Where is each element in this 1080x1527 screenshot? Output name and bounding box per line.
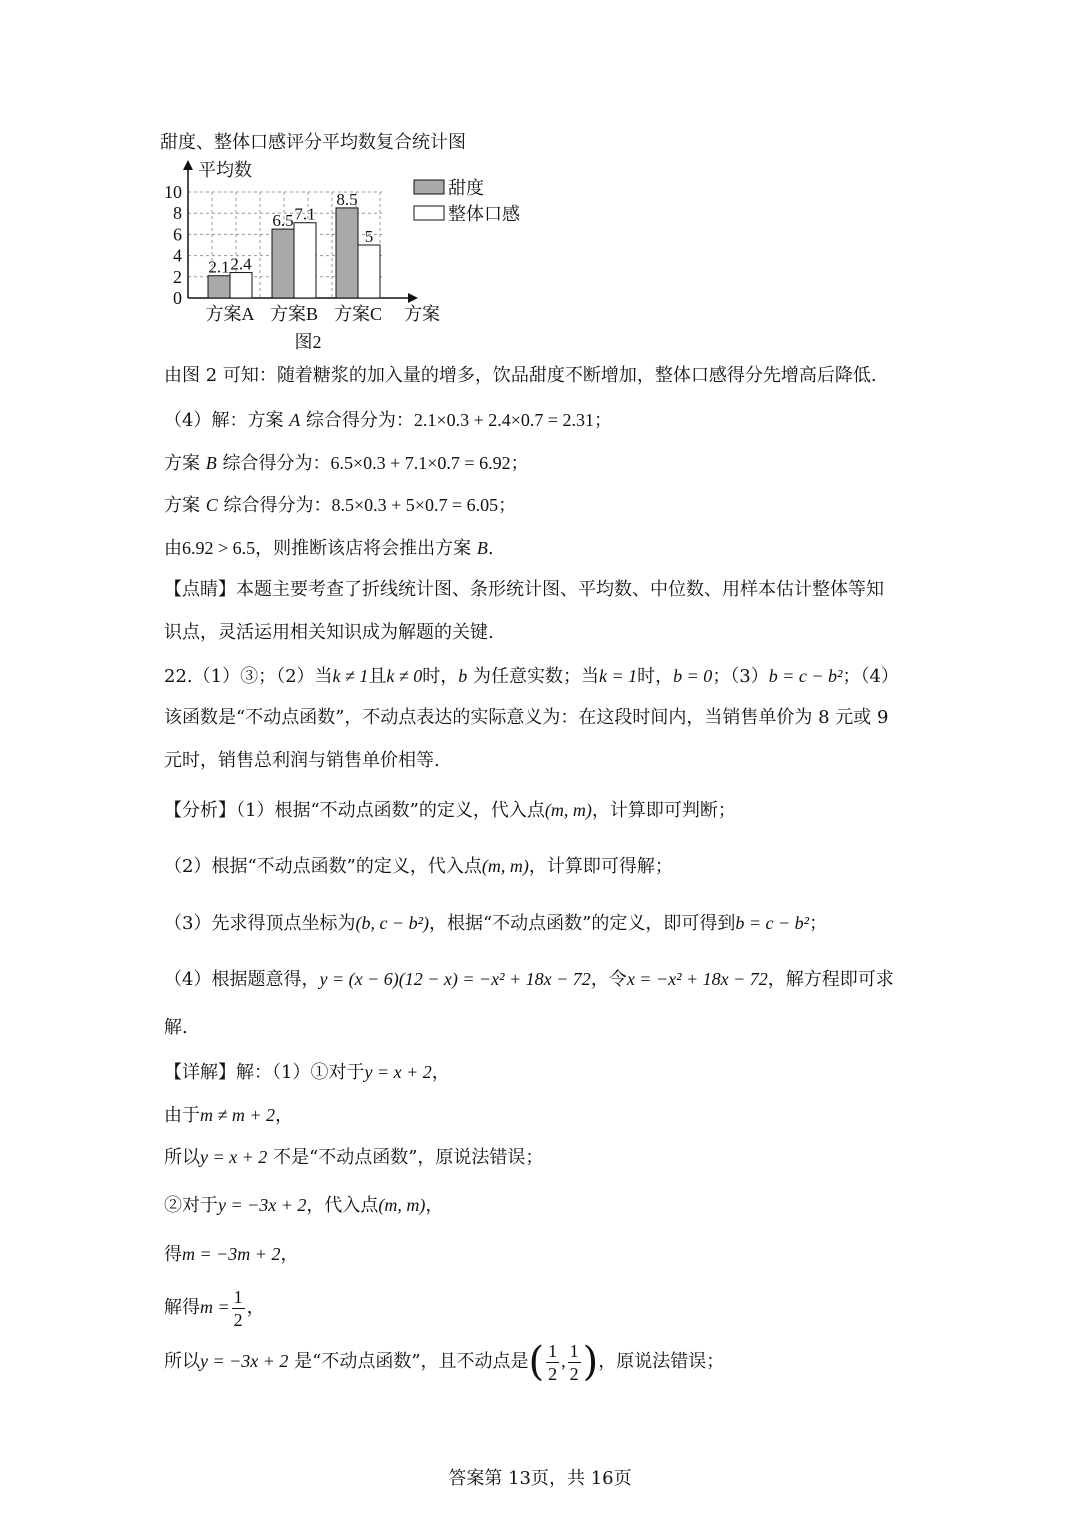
bar-value-label: 7.1 [294,204,316,224]
q22-answer-line-1: 22.（1）③；（2）当k ≠ 1且k ≠ 0时，b 为任意实数；当k = 1时，b = 0；（3）b = c − b²；（4） [164,666,899,687]
x-axis-label: 方案 [404,304,440,324]
inference-text: 由6.92 > 6.5，则推断该店将会推出方案 B. [164,538,494,559]
fraction-one-half: $\frac{1}{2}$ [569,1340,579,1384]
legend-swatch [414,206,444,220]
chart-title: 甜度、整体口感评分平均数复合统计图 [160,132,466,152]
bar-value-label: 8.5 [336,189,358,209]
y-tick-label: 4 [173,245,182,266]
analysis-4-cont: 解. [164,1017,188,1038]
y-axis-label: 平均数 [198,160,252,180]
y-tick-label: 8 [173,203,182,224]
y-tick-label: 2 [173,266,182,287]
y-tick-label: 0 [173,288,182,308]
bar-overall-taste [294,223,316,298]
detail-4: ②对于y = −3x + 2，代入点(m, m)， [164,1195,444,1216]
detail-7: 所以y = −3x + 2 是“不动点函数”，且不动点是( $\frac{1}{2}$ , $\frac{1}{2}$ )，原说法错误； [164,1339,725,1385]
detail-2: 由于m ≠ m + 2， [164,1105,294,1126]
dianjing-line-2: 识点，灵活运用相关知识成为解题的关键. [164,622,494,643]
x-tick-label: 方案C [333,304,383,324]
analysis-1: 【分析】（1）根据“不动点函数”的定义，代入点(m, m)，计算即可判断； [164,800,736,821]
page-footer: 答案第 13页，共 16页 [448,1468,632,1489]
x-tick-label: 方案B [269,304,319,324]
analysis-2: （2）根据“不动点函数”的定义，代入点(m, m)，计算即可得解； [164,856,673,877]
detail-3: 所以y = x + 2 不是“不动点函数”，原说法错误； [164,1147,544,1168]
x-axis-arrow [408,293,418,303]
fraction-one-half: $\frac{1}{2}$ [548,1340,558,1384]
plan-a-score: （4）解：方案 A 综合得分为：2.1×0.3 + 2.4×0.7 = 2.31； [164,410,613,431]
y-tick-label: 10 [164,182,182,202]
plan-c-score: 方案 C 综合得分为：8.5×0.3 + 5×0.7 = 6.05； [164,495,517,516]
bar-overall-taste [230,273,252,298]
bar-value-label: 2.4 [230,254,252,274]
bar-value-label: 5 [364,227,374,246]
detail-5: 得m = −3m + 2， [164,1244,299,1265]
y-axis-arrow [183,160,193,170]
bar-sweetness [336,208,358,298]
y-tick-label: 6 [173,224,182,245]
conclusion-text: 由图 2 可知：随着糖浆的加入量的增多，饮品甜度不断增加，整体口感得分先增高后降低. [164,365,877,386]
composite-bar-chart [160,128,540,358]
legend-label: 甜度 [448,178,484,198]
q22-answer-line-3: 元时，销售总利润与销售单价相等. [164,750,440,771]
q22-answer-line-2: 该函数是“不动点函数”，不动点表达的实际意义为：在这段时间内，当销售单价为 8 元或 9 [164,707,889,728]
dianjing-line-1: 【点睛】本题主要考查了折线统计图、条形统计图、平均数、中位数、用样本估计整体等知 [164,579,884,600]
analysis-4: （4）根据题意得，y = (x − 6)(12 − x) = −x² + 18x − 72，令x = −x² + 18x − 72，解方程即可求 [164,969,894,990]
bar-sweetness [208,276,230,298]
plan-b-score: 方案 B 综合得分为：6.5×0.3 + 7.1×0.7 = 6.92； [164,453,529,474]
legend-label: 整体口感 [448,204,520,224]
fraction-one-half: $\frac{1}{2}$ [233,1286,243,1330]
analysis-3: （3）先求得顶点坐标为(b, c − b²)，根据“不动点函数”的定义，即可得到b = c − b²； [164,913,828,934]
bar-value-label: 2.1 [208,257,230,277]
x-tick-label: 方案A [205,304,255,324]
bar-value-label: 6.5 [272,211,294,231]
legend-swatch [414,180,444,194]
detail-6: 解得m = $\frac{1}{2}$ ， [164,1286,265,1330]
bar-overall-taste [358,245,380,298]
bar-sweetness [272,229,294,298]
detail-1: 【详解】解：（1）①对于y = x + 2， [164,1062,450,1083]
figure-caption: 图2 [294,332,322,352]
